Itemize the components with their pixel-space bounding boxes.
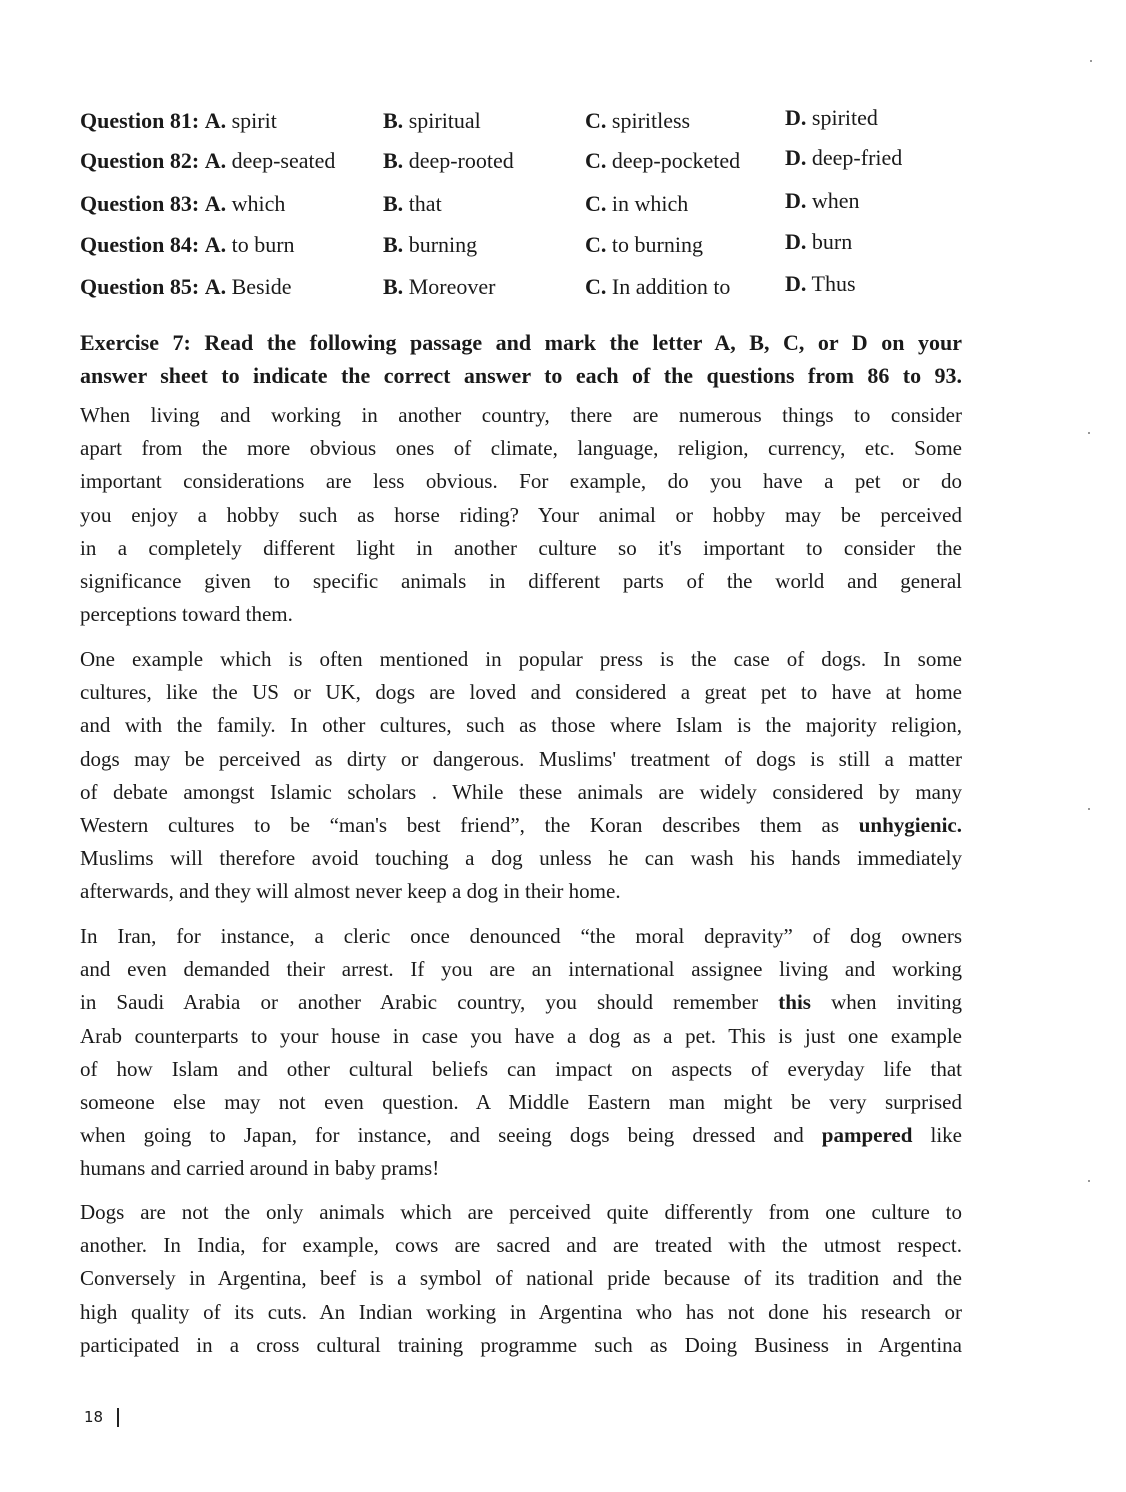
option-b: Moreover [408,274,496,299]
question-83 [80,188,980,221]
text-line: someone else may not even question. A Middle Eastern man might be very surprised [80,1089,962,1114]
passage-paragraph-4 [80,1196,962,1362]
text-line: high quality of its cuts. An Indian working in Argentina who has not done his research or [80,1299,962,1324]
option-letter: C. [585,191,607,216]
question-label: Question 81: [80,108,200,133]
text-line: of debate amongst Islamic scholars . While these animals are widely considered by many [80,779,962,804]
text-line: When living and working in another country, there are numerous things to consider [80,403,962,427]
text-line: and even demanded their arrest. If you are an international assignee living and working [80,957,962,982]
passage-paragraph-3 [80,920,962,1186]
text-line [80,986,962,1019]
question-85 [80,271,980,304]
question-82 [80,145,980,178]
scan-artifact [1088,1180,1090,1182]
text-line: participated in a cross cultural training programme such as Doing Business in Argentina [80,1332,962,1357]
exercise-heading [80,326,962,392]
scan-artifact [1088,808,1090,810]
option-letter: C. [585,232,607,257]
question-label: Question 84: [80,232,200,257]
text-segment: Western cultures to be “man's best friend”, the Koran describes them as [80,812,859,837]
option-letter: D. [785,105,807,130]
text-line: cultures, like the US or UK, dogs are loved and considered a great pet to have at home [80,680,962,705]
option-a: deep-seated [231,148,336,173]
text-line [80,1119,962,1152]
option-d: deep-fried [811,145,903,170]
option-b: that [408,191,442,216]
text-line: Muslims will therefore avoid touching a dog unless he can wash his hands immediately [80,846,962,871]
text-line: you enjoy a hobby such as horse riding? Your animal or hobby may be perceived [80,502,962,527]
question-84 [80,229,980,262]
option-b: burning [408,232,478,257]
text-line: dogs may be perceived as dirty or dangerous. Muslims' treatment of dogs is still a matter [80,746,962,771]
text-line: apart from the more obvious ones of climate, language, religion, currency, etc. Some [80,436,962,461]
option-letter: A. [204,274,227,299]
option-letter: B. [383,274,404,299]
text-line: Conversely in Argentina, beef is a symbol of national pride because of its tradition and the [80,1266,962,1291]
option-letter: D. [785,145,807,170]
text-line: In Iran, for instance, a cleric once denounced “the moral depravity” of dog owners [80,924,962,948]
exercise-heading-line: answer sheet to indicate the correct answer to each of the questions from 86 to 93. [80,363,962,389]
text-line: of how Islam and other cultural beliefs can impact on aspects of everyday life that [80,1056,962,1081]
option-b: spiritual [408,108,481,133]
option-a: to burn [231,232,295,257]
option-c: deep-pocketed [611,148,741,173]
option-letter: A. [204,232,227,257]
option-d: spirited [811,105,878,130]
option-letter: B. [383,232,404,257]
question-label: Question 85: [80,274,200,299]
option-d: Thus [811,271,856,296]
option-d: burn [811,229,853,254]
text-segment: like [912,1123,962,1148]
text-line [80,809,962,842]
text-line: Dogs are not the only animals which are perceived quite differently from one culture to [80,1200,962,1224]
text-line: another. In India, for example, cows are sacred and are treated with the utmost respect. [80,1233,962,1258]
option-letter: A. [204,148,227,173]
option-c: to burning [611,232,703,257]
text-line: afterwards, and they will almost never keep a dog in their home. [80,879,621,904]
option-d: when [811,188,860,213]
text-line: significance given to specific animals in different parts of the world and general [80,568,962,593]
option-letter: B. [383,148,404,173]
question-81 [80,105,980,138]
text-line: humans and carried around in baby prams! [80,1156,440,1181]
option-letter: D. [785,188,807,213]
text-line: perceptions toward them. [80,602,293,627]
scan-artifact [1088,432,1090,434]
passage-paragraph-2 [80,643,962,909]
option-letter: B. [383,191,404,216]
option-letter: C. [585,148,607,173]
option-c: in which [611,191,689,216]
exercise-heading-line: Exercise 7: Read the following passage and mark the letter A, B, C, or D on your [80,330,962,355]
option-a: spirit [231,108,277,133]
option-a: which [231,191,286,216]
option-letter: C. [585,108,607,133]
text-segment: when going to Japan, for instance, and seeing dogs being dressed and [80,1123,822,1148]
question-label: Question 82: [80,148,200,173]
text-segment: in Saudi Arabia or another Arabic country, you should remember [80,990,779,1015]
highlighted-word: pampered [821,1123,913,1148]
text-segment: when inviting [810,990,962,1015]
option-letter: A. [204,191,227,216]
option-letter: C. [585,274,607,299]
option-letter: A. [204,108,227,133]
text-line: in a completely different light in another culture so it's important to consider the [80,535,962,560]
highlighted-word: this [778,990,811,1015]
option-c: spiritless [611,108,691,133]
option-b: deep-rooted [408,148,514,173]
option-letter: D. [785,271,807,296]
option-c: In addition to [611,274,731,299]
page-number-divider [117,1408,119,1427]
highlighted-word: unhygienic. [858,812,962,837]
text-line: important considerations are less obvious. For example, do you have a pet or do [80,469,962,494]
text-line: and with the family. In other cultures, such as those where Islam is the majority religion, [80,713,962,738]
option-letter: B. [383,108,404,133]
text-line: One example which is often mentioned in popular press is the case of dogs. In some [80,647,962,671]
option-letter: D. [785,229,807,254]
scan-artifact [1090,60,1092,62]
option-a: Beside [231,274,292,299]
page-number: 18 [84,1408,104,1426]
question-label: Question 83: [80,191,200,216]
text-line: Arab counterparts to your house in case you have a dog as a pet. This is just one example [80,1023,962,1048]
passage-paragraph-1 [80,399,962,631]
